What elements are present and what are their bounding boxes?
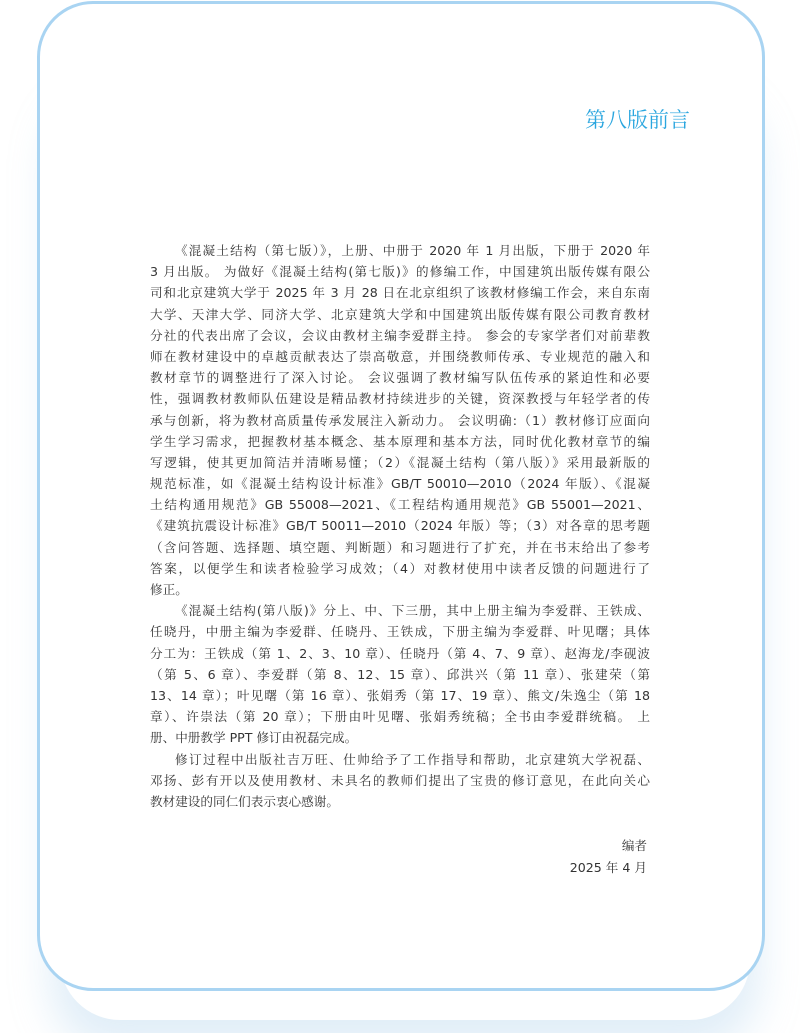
text-line: 大学、天津大学、同济大学、北京建筑大学和中国建筑出版传媒有限公司教育教材 [150,306,650,322]
page-title: 第八版前言 [585,108,690,133]
text-line: 修订过程中出版社吉万旺、仕帅给予了工作指导和帮助，北京建筑大学祝磊、 [175,751,650,767]
text-line: 册、中册教学 PPT 修订由祝磊完成。 [150,730,358,746]
text-line: 写逻辑，使其更加简洁并清晰易懂；（2）《混凝土结构（第八版）》采用最新版的 [150,454,650,470]
signature-author: 编者 [621,838,647,853]
text-line: 3 月出版。 为做好《混凝土结构(第七版)》的修编工作，中国建筑出版传媒有限公 [150,264,650,280]
text-line: 《混凝土结构（第七版）》，上册、中册于 2020 年 1 月出版，下册于 2020 年 [175,243,650,258]
text-line: 教材章节的调整进行了深入讨论。 会议强调了教材编写队伍传承的紧迫性和必要 [150,370,650,386]
text-line: （含问答题、选择题、填空题、判断题）和习题进行了扩充，并在书末给出了参考 [150,539,650,555]
text-line: 规范标准，如《混凝土结构设计标准》GB/T 50010—2010（2024 年版）、《混凝 [150,476,650,492]
signature-date: 2025 年 4 月 [569,860,647,875]
text-line: 师在教材建设中的卓越贡献表达了崇高敬意，并围绕教师传承、专业规范的融入和 [150,348,650,364]
paragraph-1 [150,240,650,600]
text-line: 分工为：王铁成（第 1、2、3、10 章）、任晓丹（第 4、7、9 章）、赵海龙/李砚波 [150,645,650,661]
text-line: 承与创新，将为教材高质量传承发展注入新动力。 会议明确:（1）教材修订应面向 [150,412,650,428]
text-line: 性，强调教材教师队伍建设是精品教材持续进步的关键，资深教授与年轻学者的传 [150,391,650,407]
preface-body [150,240,650,812]
text-line: 修正。 [150,582,188,597]
text-line: 教材建设的同仁们表示衷心感谢。 [150,793,339,809]
text-line: 答案，以便学生和读者检验学习成效；（4）对教材使用中读者反馈的问题进行了 [150,560,650,576]
text-line: 邓扬、彭有开以及使用教材、未具名的教师们提出了宝贵的修订意见，在此向关心 [150,772,650,788]
text-line: 《混凝土结构(第八版)》分上、中、下三册，其中上册主编为李爱群、王铁成、 [175,603,650,619]
text-line: （第 5、6 章）、李爱群（第 8、12、15 章）、邱洪兴（第 11 章）、张建荣（第 [150,666,650,682]
paragraph-3 [150,749,650,813]
paragraph-2 [150,600,650,748]
text-line: 任晓丹，中册主编为李爱群、任晓丹、王铁成，下册主编为李爱群、叶见曙；具体 [150,624,650,640]
text-line: 13、14 章）；叶见曙（第 16 章）、张娟秀（第 17、19 章）、熊文/朱逸尘（第 18 [150,687,650,703]
signature-block [570,835,647,879]
text-line: 章）、许崇法（第 20 章）；下册由叶见曙、张娟秀统稿；全书由李爱群统稿。 上 [150,709,650,725]
text-line: 学生学习需求，把握教材基本概念、基本原理和基本方法，同时优化教材章节的编 [150,433,650,449]
text-line: 司和北京建筑大学于 2025 年 3 月 28 日在北京组织了该教材修编工作会，来自东南 [150,285,650,301]
text-line: 分社的代表出席了会议，会议由教材主编李爱群主持。 参会的专家学者们对前辈教 [150,327,650,343]
text-line: 《建筑抗震设计标准》GB/T 50011—2010（2024 年版）等；（3）对各章的思考题 [150,518,650,534]
text-line: 土结构通用规范》GB 55008—2021、《工程结构通用规范》GB 55001—2021、 [150,497,650,513]
